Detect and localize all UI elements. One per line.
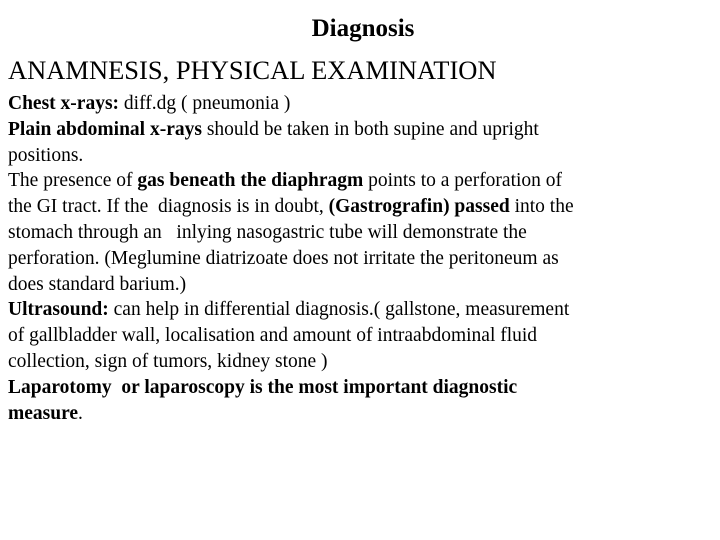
bold-text-segment: Plain abdominal x-rays <box>8 118 202 140</box>
text-segment: The presence of <box>8 170 138 192</box>
text-segment: into the <box>509 196 574 218</box>
text-line <box>8 297 714 323</box>
slide-subtitle: ANAMNESIS, PHYSICAL EXAMINATION <box>8 55 497 85</box>
bold-text-segment: Chest x-rays: <box>8 93 120 114</box>
text-line <box>8 91 714 117</box>
text-segment: stomach through an inlying nasogastric tube will demonstrate the <box>8 221 527 243</box>
text-segment: perforation. (Meglumine diatrizoate does not irritate the peritoneum as <box>8 247 559 269</box>
bold-text-segment: Ultrasound: <box>8 299 109 321</box>
text-line <box>8 272 714 298</box>
slide-title: Diagnosis <box>311 15 415 42</box>
text-line <box>8 349 714 375</box>
text-line <box>8 401 714 427</box>
bold-text-segment: (Gastrografin) passed <box>328 196 510 218</box>
text-line <box>8 194 714 220</box>
bold-text-segment: gas beneath the diaphragm <box>137 170 364 192</box>
text-segment: points to a perforation of <box>363 170 563 192</box>
text-segment: the GI tract. If the diagnosis is in doubt, <box>8 196 329 218</box>
text-line <box>8 143 714 169</box>
text-segment: of gallbladder wall, localisation and amount of intraabdominal fluid <box>8 325 538 347</box>
bold-text-segment: measure <box>8 402 79 424</box>
text-segment: collection, sign of tumors, kidney stone ) <box>8 350 328 372</box>
text-segment: positions. <box>8 144 84 166</box>
bold-text-segment: Laparotomy or laparoscopy is the most important diagnostic <box>8 376 518 398</box>
text-line <box>8 375 714 401</box>
text-segment: can help in differential diagnosis.( gallstone, measurement <box>108 299 570 321</box>
text-line <box>8 220 714 246</box>
body-text <box>8 91 714 426</box>
text-segment: . <box>78 402 83 424</box>
text-line <box>8 246 714 272</box>
text-segment: diff.dg ( pneumonia ) <box>119 93 291 114</box>
text-line <box>8 117 714 143</box>
text-segment: does standard barium.) <box>8 273 187 295</box>
text-line <box>8 168 714 194</box>
text-line <box>8 323 714 349</box>
text-segment: should be taken in both supine and upright <box>201 118 539 140</box>
